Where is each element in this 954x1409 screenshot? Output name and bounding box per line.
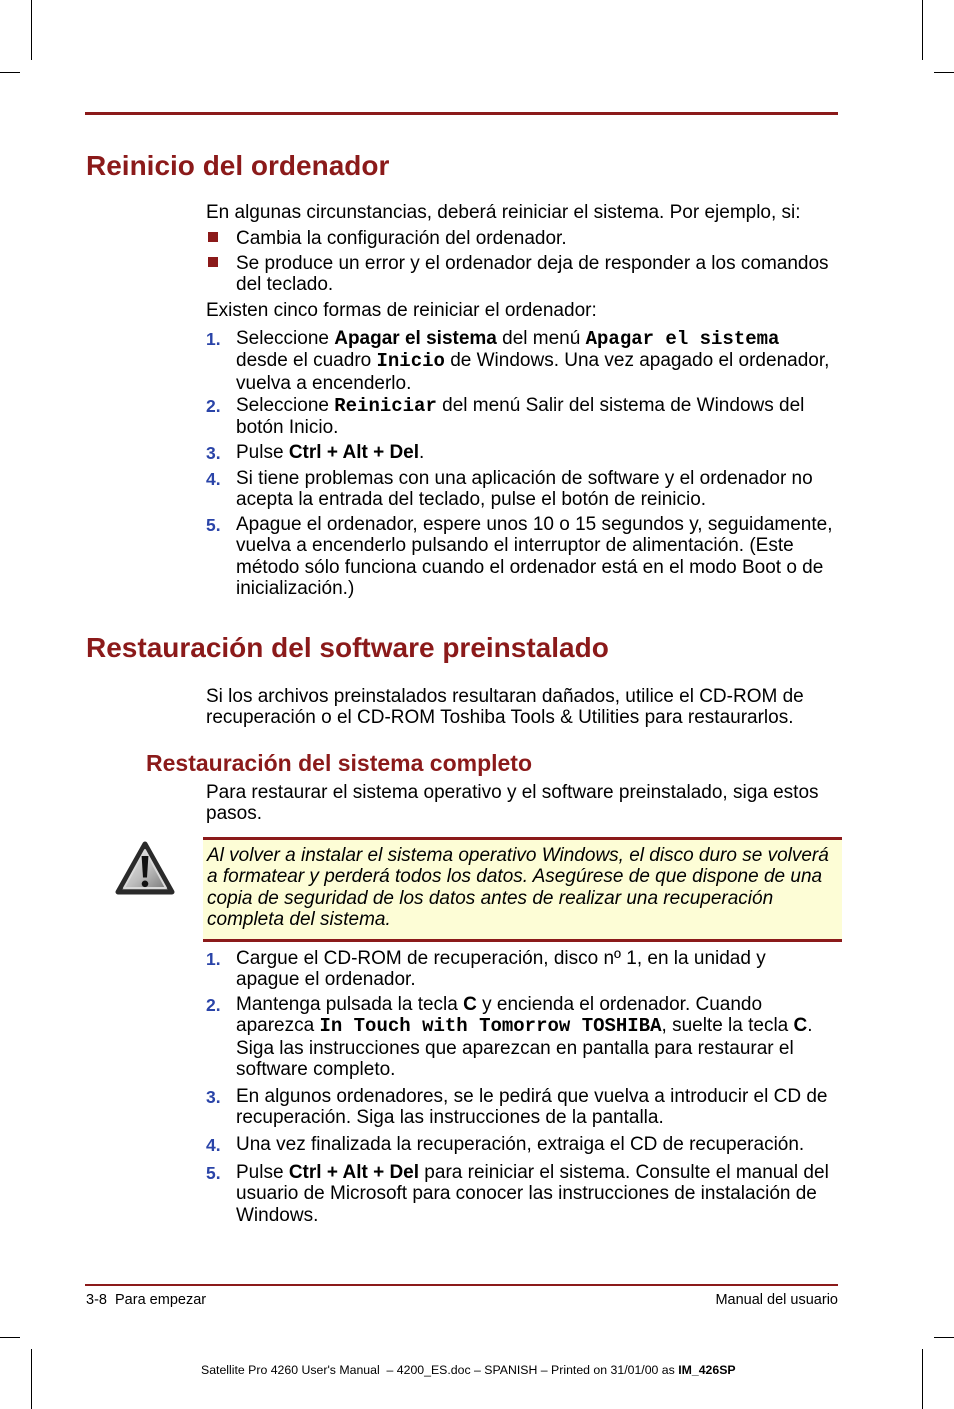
list-number: 3. [206,1087,221,1107]
subsection-title-full-restore: Restauración del sistema completo [146,750,533,776]
warning-box [203,837,842,942]
text-line [236,328,842,350]
crop-mark-bottom-left-vertical [31,1349,32,1409]
text-line [236,442,842,463]
key-combination: Ctrl + Alt + Del [288,1162,420,1183]
list-number: 1. [206,329,221,349]
text-line: Si tiene problemas con una aplicación de software y el ordenador no [236,468,813,489]
text-line [236,350,842,372]
bullet-square-icon [208,232,218,242]
text-segment: aparezca [236,1015,320,1037]
text-line: vuelva a encenderlo pulsando el interruptor de alimentación. (Este [236,535,794,557]
text-segment: Pulse [236,1162,289,1183]
section-title-restart: Reinicio del ordenador [86,150,390,181]
text-line [236,994,842,1015]
text-line: Si los archivos preinstalados resultaran dañados, utilice el CD-ROM de [206,686,804,707]
list-number: 4. [206,1135,221,1155]
list-number: 3. [206,443,221,463]
text-segment: Seleccione [236,328,335,349]
text-line: Cambia la configuración del ordenador. [236,228,567,249]
warning-line: a formatear y perderá todos los datos. Asegúrese de que dispone de una [207,866,823,888]
text-line: acepta la entrada del teclado, pulse el botón de reinicio. [236,489,707,511]
bullet-item [206,228,842,249]
text-line: método sólo funciona cuando el ordenador está en el modo Boot o de [236,556,824,578]
menu-name: Inicio [376,350,445,373]
text-segment: Mantenga pulsada la tecla [236,994,464,1015]
print-info-text: Satellite Pro 4260 User's Manual – 4200_ES.doc – SPANISH – Printed on 31/01/00 as [201,1363,679,1377]
menu-name: Reiniciar [334,395,437,417]
text-segment: desde el cuadro [236,350,377,372]
key-combination: Ctrl + Alt + Del [288,442,420,463]
warning-line: completa del sistema. [207,909,391,931]
text-line: Apague el ordenador, espere unos 10 o 15 segundos y, seguidamente, [236,514,833,535]
text-line [236,1015,842,1037]
text-line: Existen cinco formas de reiniciar el ordenador: [206,300,597,321]
crop-mark-top-right-vertical [922,0,923,60]
restore-step-4 [206,1134,842,1155]
full-restore-intro [206,782,819,825]
text-segment: del menú [496,328,586,349]
footer-rule [85,1284,838,1286]
footer-page-label: 3-8 Para empezar [86,1292,207,1308]
crop-mark-top-right-horizontal [934,72,954,73]
restart-method-4 [206,468,842,511]
screen-message: In Touch with Tomorrow TOSHIBA [319,1015,662,1038]
text-line [236,395,842,417]
text-segment: y encienda el ordenador. Cuando [476,994,763,1015]
restart-method-5 [206,514,842,600]
text-line: Se produce un error y el ordenador deja de responder a los comandos [236,253,829,274]
print-info-code: IM_426SP [678,1363,736,1377]
restore-step-5 [206,1162,842,1226]
text-segment: Pulse [236,442,289,463]
command-name: Apagar el sistema [334,328,497,349]
text-line: pasos. [206,803,262,825]
warning-line: copia de seguridad de los datos antes de realizar una recuperación [207,887,774,909]
bullet-item [206,253,842,296]
warning-line: Al volver a instalar el sistema operativo Windows, el disco duro se volverá [207,845,829,866]
text-line: inicialización.) [236,578,355,600]
text-line: Una vez finalizada la recuperación, extraiga el CD de recuperación. [236,1134,805,1155]
restart-method-2 [206,395,842,439]
text-line: del teclado. [236,274,334,296]
list-number: 1. [206,949,221,969]
key-name: C [793,1015,808,1037]
list-number: 2. [206,995,221,1015]
text-line: recuperación. Siga las instrucciones de la pantalla. [236,1107,664,1129]
text-line: recuperación o el CD-ROM Toshiba Tools & Utilities para restaurarlos. [206,707,794,729]
text-line [236,1162,842,1183]
text-line: Cargue el CD-ROM de recuperación, disco nº 1, en la unidad y [236,948,766,969]
text-segment: Seleccione [236,395,335,416]
text-line: En algunas circunstancias, deberá reiniciar el sistema. Por ejemplo, si: [206,202,801,223]
bullet-square-icon [208,257,218,267]
crop-mark-top-left-horizontal [0,72,20,73]
list-number: 5. [206,515,221,535]
header-rule [85,112,838,115]
crop-mark-bottom-right-vertical [922,1349,923,1409]
restart-method-3 [206,442,842,463]
crop-mark-bottom-right-horizontal [934,1337,954,1338]
text-line: Siga las instrucciones que aparezcan en pantalla para restaurar el [236,1037,794,1059]
print-info [201,1363,736,1378]
text-line: vuelva a encenderlo. [236,372,412,394]
section-title-restore: Restauración del software preinstalado [86,632,609,663]
text-line: En algunos ordenadores, se le pedirá que vuelva a introducir el CD de [236,1086,828,1107]
restart-method-1 [206,328,842,394]
text-segment: . [419,442,425,463]
restore-step-2 [206,994,842,1081]
restore-intro [206,686,804,729]
text-segment: , suelte la tecla [661,1015,794,1037]
restart-methods-intro [206,300,597,321]
text-line: Windows. [236,1204,319,1226]
text-line: Para restaurar el sistema operativo y el software preinstalado, siga estos [206,782,819,803]
crop-mark-top-left-vertical [31,0,32,60]
list-number: 4. [206,469,221,489]
text-segment: . [807,1015,813,1037]
restore-step-3 [206,1086,842,1129]
restart-intro [206,202,801,223]
text-segment: de Windows. Una vez apagado el ordenador, [444,350,830,372]
menu-name: Apagar el sistema [585,328,780,350]
text-line: usuario de Microsoft para conocer las instrucciones de instalación de [236,1183,817,1205]
text-line: botón Inicio. [236,417,339,439]
text-line: software completo. [236,1059,396,1081]
footer-manual-title: Manual del usuario [715,1292,838,1308]
list-number: 5. [206,1163,221,1183]
key-name: C [463,994,477,1015]
text-segment: del menú Salir del sistema de Windows del [436,395,805,416]
restore-step-1 [206,948,842,991]
text-line: apague el ordenador. [236,969,416,991]
list-number: 2. [206,396,221,416]
warning-triangle-icon [113,839,177,897]
text-segment: para reiniciar el sistema. Consulte el manual del [419,1162,829,1183]
crop-mark-bottom-left-horizontal [0,1337,20,1338]
